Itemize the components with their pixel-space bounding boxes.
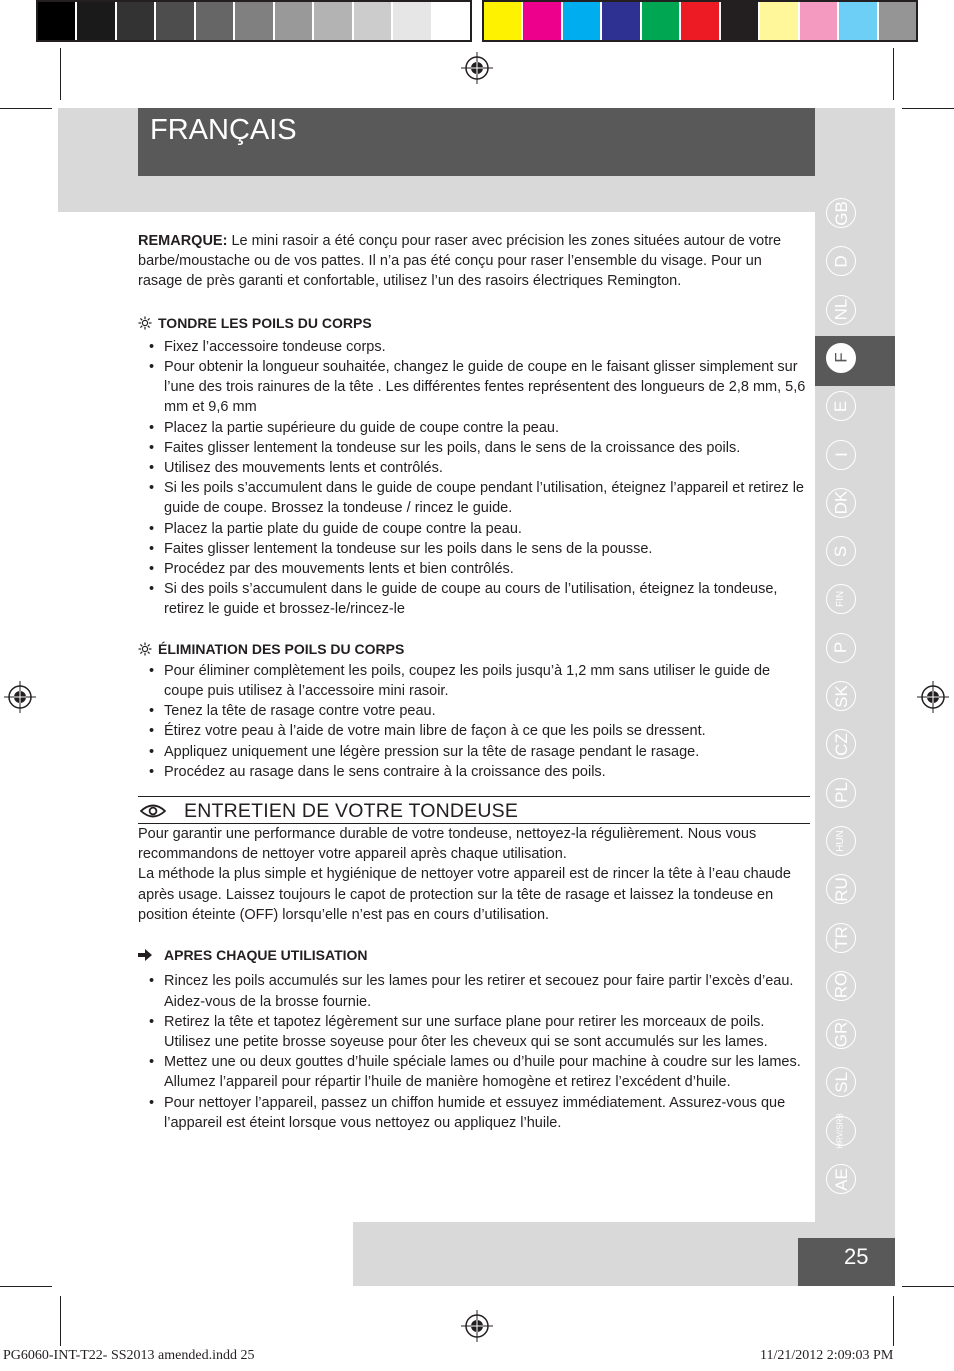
color-swatch xyxy=(354,2,393,40)
color-swatch xyxy=(38,2,77,40)
print-file-slug: PG6060-INT-T22- SS2013 amended.indd 25 xyxy=(3,1348,255,1363)
color-swatch xyxy=(484,2,523,40)
color-swatch xyxy=(196,2,235,40)
language-tab-ae[interactable] xyxy=(826,1164,856,1194)
language-tab-label: HRV/SRB xyxy=(836,1112,846,1149)
title-banner xyxy=(138,108,815,176)
section-heading-after-use xyxy=(138,945,810,965)
color-swatch xyxy=(117,2,156,40)
language-tab-label: CZ xyxy=(831,732,851,756)
list-item: • Rincez les poils accumulés sur les lames pour les retirer et secouez pour faire partir l’excès d’eau. Aidez-vous de la brosse fournie. xyxy=(138,971,810,1011)
language-tab-label: F xyxy=(831,352,851,364)
process-color-bar xyxy=(482,0,918,42)
list-item: • Appliquez uniquement une légère pression sur la tête de rasage pendant le rasage. xyxy=(138,742,810,762)
language-tab-e[interactable] xyxy=(826,391,856,421)
list-item: • Faites glisser lentement la tondeuse sur les poils dans le sens de la pousse. xyxy=(138,539,810,559)
language-tab-s[interactable] xyxy=(826,536,856,566)
grayscale-color-bar xyxy=(36,0,472,42)
color-swatch xyxy=(839,2,878,40)
removal-instructions-list xyxy=(138,661,810,782)
color-swatch xyxy=(681,2,720,40)
list-item: • Pour obtenir la longueur souhaitée, changez le guide de coupe en le faisant glisser simplement sur l’une des trois rainures de la tête . Les différentes fentes représentent des longueurs de 2,8 mm, 5,6 mm et 9,6 mm xyxy=(138,357,810,418)
section-heading-text: TONDRE LES POILS DU CORPS xyxy=(158,314,372,331)
color-swatch xyxy=(433,2,470,40)
language-tab-pl[interactable] xyxy=(826,778,856,808)
color-swatch xyxy=(393,2,432,40)
crop-mark xyxy=(902,1286,954,1287)
list-item: • Utilisez des mouvements lents et contrôlés. xyxy=(138,458,810,478)
maintenance-paragraph: La méthode la plus simple et hygiénique de nettoyer votre appareil est de rincer la tête à l’eau chaude après usage. Laissez toujours le capot de protection sur la tête de rasage et laissez la tondeuse en position éteinte (OFF) lorsqu’elle n’est pas en cours d’utilisation. xyxy=(138,866,791,923)
list-item: • Faites glisser lentement la tondeuse sur les poils, dans le sens de la croissance des poils. xyxy=(138,438,810,458)
arrow-right-icon xyxy=(138,949,152,961)
color-swatch xyxy=(77,2,116,40)
language-tab-ro[interactable] xyxy=(826,971,856,1001)
section-heading-trim xyxy=(138,313,810,333)
crop-mark xyxy=(902,108,954,109)
language-tab-hrv-srb[interactable] xyxy=(826,1112,856,1149)
list-item: • Étirez votre peau à l’aide de votre main libre de façon à ce que les poils se dressent. xyxy=(138,721,810,741)
maintenance-paragraph: Pour garantir une performance durable de votre tondeuse, nettoyez-la régulièrement. Nous vous recommandons de nettoyer votre appareil après chaque utilisation. xyxy=(138,826,757,863)
note-paragraph xyxy=(138,231,810,292)
section-heading-text: APRES CHAQUE UTILISATION xyxy=(164,947,368,964)
language-tab-label: P xyxy=(831,642,851,654)
crop-mark xyxy=(893,1296,894,1346)
section-heading-remove xyxy=(138,639,810,659)
maintenance-heading-text: ENTRETIEN DE VOTRE TONDEUSE xyxy=(184,799,519,822)
language-tab-p[interactable] xyxy=(826,633,856,663)
language-tab-label: GR xyxy=(831,1021,851,1047)
language-tab-label: GB xyxy=(831,200,851,226)
language-tab-gr[interactable] xyxy=(826,1019,856,1049)
color-swatch xyxy=(721,2,760,40)
language-tab-label: NL xyxy=(831,298,851,321)
maintenance-heading xyxy=(138,796,810,824)
list-item: • Placez la partie plate du guide de coupe contre la peau. xyxy=(138,519,810,539)
language-tab-label: RO xyxy=(831,973,851,999)
note-text: Le mini rasoir a été conçu pour raser avec précision les zones situées autour de votre barbe/moustache ou de vos pattes. Il n’a pas été conçu pour raser l’ensemble du visage. Pour un rasage de près garanti et confortable, utilisez l’un des rasoirs électriques Remington. xyxy=(138,233,782,290)
color-swatch xyxy=(563,2,602,40)
registration-mark-icon xyxy=(917,681,949,713)
language-tab-f[interactable] xyxy=(826,343,856,373)
crop-mark xyxy=(60,1296,61,1346)
language-tab-label: D xyxy=(831,255,851,268)
language-tab-label: E xyxy=(831,400,851,412)
color-swatch xyxy=(523,2,562,40)
language-tab-dk[interactable] xyxy=(826,488,856,518)
page-title: FRANÇAIS xyxy=(150,114,297,146)
language-tab-label: AE xyxy=(831,1167,851,1191)
color-swatch xyxy=(879,2,916,40)
registration-mark-icon xyxy=(461,1310,493,1342)
list-item: • Mettez une ou deux gouttes d’huile spéciale lames ou d’huile pour machine à coudre sur les lames. Allumez l’appareil pour répartir l’huile de manière homogène et retirez l’excédent d’huile. xyxy=(138,1052,810,1092)
registration-mark-icon xyxy=(461,52,493,84)
color-swatch xyxy=(800,2,839,40)
list-item: • Si les poils s’accumulent dans le guide de coupe pendant l’utilisation, éteignez l’appareil et retirez le guide de coupe. Brossez la tondeuse / rincez le guide. xyxy=(138,478,810,518)
language-tab-label: SL xyxy=(831,1071,851,1093)
trim-instructions-list xyxy=(138,337,810,620)
list-item: • Procédez par des mouvements lents et bien contrôlés. xyxy=(138,559,810,579)
language-tab-label: DK xyxy=(831,490,851,515)
crop-mark xyxy=(893,48,894,100)
language-tab-gb[interactable] xyxy=(826,198,856,228)
list-item: • Si des poils s’accumulent dans le guide de coupe au cours de l’utilisation, éteignez la tondeuse, retirez le guide et brossez-le/rincez-le xyxy=(138,579,810,619)
list-item: • Placez la partie supérieure du guide de coupe contre la peau. xyxy=(138,418,810,438)
crop-mark xyxy=(60,48,61,100)
list-item: • Tenez la tête de rasage contre votre peau. xyxy=(138,701,810,721)
language-tab-label: S xyxy=(831,545,851,557)
language-tab-label: RU xyxy=(831,876,851,902)
color-swatch xyxy=(235,2,274,40)
language-tab-hun[interactable] xyxy=(826,826,856,856)
after-use-instructions-list xyxy=(138,971,810,1133)
page-number: 25 xyxy=(844,1244,869,1269)
sunburst-icon xyxy=(138,642,152,656)
language-tab-label: TR xyxy=(831,926,851,949)
list-item: • Pour nettoyer l’appareil, passez un chiffon humide et essuyez immédiatement. Assurez-vous que l’appareil est éteint lorsque vous nettoyez ou appliquez l’huile. xyxy=(138,1093,810,1133)
color-swatch xyxy=(642,2,681,40)
language-tab-label: FIN xyxy=(834,591,846,608)
list-item: • Procédez au rasage dans le sens contraire à la croissance des poils. xyxy=(138,762,810,782)
language-tab-ru[interactable] xyxy=(826,874,856,904)
color-swatch xyxy=(314,2,353,40)
color-swatch xyxy=(156,2,195,40)
list-item: • Fixez l’accessoire tondeuse corps. xyxy=(138,337,810,357)
print-timestamp: 11/21/2012 2:09:03 PM xyxy=(760,1348,894,1363)
sunburst-icon xyxy=(138,316,152,330)
color-swatch xyxy=(602,2,641,40)
color-swatch xyxy=(760,2,799,40)
eye-icon xyxy=(140,803,166,819)
main-content xyxy=(138,231,810,1133)
language-tab-label: PL xyxy=(831,782,851,803)
language-tab-nl[interactable] xyxy=(826,295,856,325)
list-item: • Retirez la tête et tapotez légèrement sur une surface plane pour retirer les morceaux de poils. Utilisez une petite brosse soyeuse pour ôter les cheveux qui se sont accumulés sur les lames. xyxy=(138,1012,810,1052)
language-tab-label: SK xyxy=(831,684,851,708)
list-item: • Pour éliminer complètement les poils, coupez les poils jusqu’à 1,2 mm sans utiliser le guide de coupe puis utilisez à l’accessoire mini rasoir. xyxy=(138,661,810,701)
crop-mark xyxy=(0,1286,52,1287)
language-tab-tr[interactable] xyxy=(826,923,856,953)
crop-mark xyxy=(0,108,52,109)
language-tab-label: I xyxy=(831,452,851,457)
note-label: REMARQUE: xyxy=(138,233,228,249)
color-swatch xyxy=(275,2,314,40)
section-heading-text: ÉLIMINATION DES POILS DU CORPS xyxy=(158,640,405,657)
language-tab-label: HUN xyxy=(834,830,846,852)
language-tab-sk[interactable] xyxy=(826,681,856,711)
page-number-box xyxy=(798,1238,895,1286)
registration-mark-icon xyxy=(4,681,36,713)
language-tab-i[interactable] xyxy=(826,440,856,470)
